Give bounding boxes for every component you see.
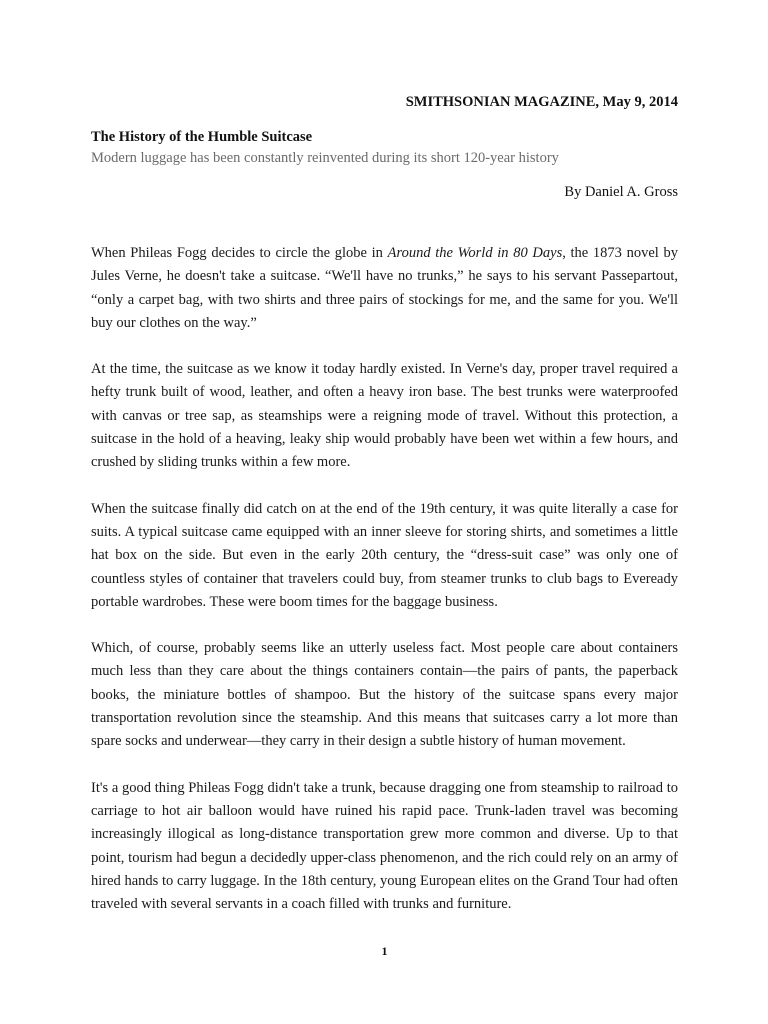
article-subtitle: Modern luggage has been constantly reinvented during its short 120-year history [91,150,559,166]
paragraph-1-after: , the 1873 novel by Jules Verne, he doesn't take a suitcase. “We'll have no trunks,” he says to his servant Passepartout, “only a carpet bag, with two shirts and three pairs of stockings for me, and the same for you. We'll buy our clothes on the way.” [91,245,678,331]
paragraph-1-before: When Phileas Fogg decides to circle the globe in [91,245,388,261]
document-page [91,0,678,1024]
paragraph-3: When the suitcase finally did catch on at the end of the 19th century, it was quite literally a case for suits. A typical suitcase came equipped with an inner sleeve for storing shirts, and sometimes a little hat box on the side. But even in the early 20th century, the “dress-suit case” was only one of countless styles of container that travelers could buy, from steamer trunks to club bags to Eveready portable wardrobes. These were boom times for the baggage business. [91,500,678,610]
paragraph-4: Which, of course, probably seems like an utterly useless fact. Most people care about containers much less than they care about the things containers contain—the pairs of pants, the paperback books, the miniature bottles of shampoo. But the history of the suitcase spans every major transportation revolution since the steamship. And this means that suitcases carry a lot more than spare socks and underwear—they carry in their design a subtle history of human movement. [91,640,678,750]
paragraph-2: At the time, the suitcase as we know it today hardly existed. In Verne's day, proper travel required a hefty trunk built of wood, leather, and often a heavy iron base. The best trunks were waterproofed with canvas or tree sap, as steamships were a reigning mode of travel. Without this protection, a suitcase in the hold of a heaving, leaky ship would probably have been wet within a few hours, and crushed by sliding trunks within a few more. [91,361,678,471]
byline: By Daniel A. Gross [564,184,678,200]
page-number: 1 [381,944,388,958]
paragraph-1 [91,242,678,335]
paragraph-5: It's a good thing Phileas Fogg didn't take a trunk, because dragging one from steamship to railroad to carriage to hot air balloon would have ruined his rapid pace. Trunk-laden travel was becoming increasingly illogical as long-distance transportation grew more common and diverse. Up to that point, tourism had begun a decidedly upper-class phenomenon, and the rich could rely on an army of hired hands to carry luggage. In the 18th century, young European elites on the Grand Tour had often traveled with several servants in a coach filled with trunks and furniture. [91,779,678,913]
article-title: The History of the Humble Suitcase [91,129,313,145]
book-title: Around the World in 80 Days [387,245,563,261]
masthead: SMITHSONIAN MAGAZINE, May 9, 2014 [405,94,678,110]
article-body [91,242,678,939]
